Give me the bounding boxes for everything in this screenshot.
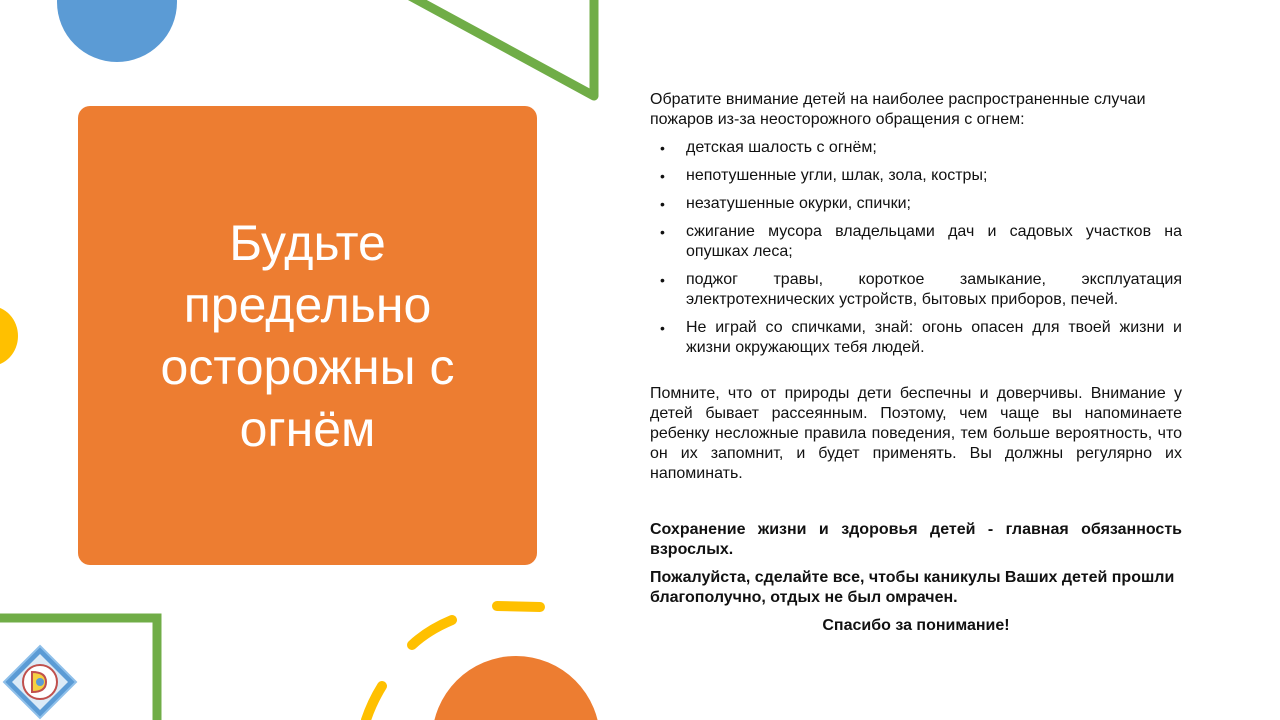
list-item xyxy=(650,194,1182,214)
list-item xyxy=(650,166,1182,186)
list-item xyxy=(650,270,1182,310)
bullet-icon: • xyxy=(660,272,665,288)
list-item xyxy=(650,138,1182,158)
bullet-icon: • xyxy=(660,168,665,184)
list-item-text: непотушенные угли, шлак, зола, костры; xyxy=(686,167,988,184)
bullet-list xyxy=(650,138,1182,358)
list-item xyxy=(650,318,1182,358)
text-content xyxy=(650,90,1182,636)
slide-title: Будьте предельно осторожны с огнём xyxy=(160,214,455,457)
title-box xyxy=(78,106,537,565)
bold-statement: Сохранение жизни и здоровья детей - главная обязанность взрослых. xyxy=(650,521,1182,558)
list-item-text: детская шалость с огнём; xyxy=(686,139,877,156)
list-item-text: незатушенные окурки, спички; xyxy=(686,195,911,212)
intro-paragraph: Обратите внимание детей на наиболее распространенные случаи пожаров из-за неосторожного обращения с огнем: xyxy=(650,91,1146,128)
reminder-paragraph: Помните, что от природы дети беспечны и доверчивы. Внимание у детей бывает рассеянным. Поэтому, чем чаще вы напоминаете ребенку несложные правила поведения, тем больше вероятность, что он их запомнит, и будет применять. Вы должны регулярно их напоминать. xyxy=(650,385,1182,482)
bullet-icon: • xyxy=(660,140,665,156)
bullet-icon: • xyxy=(660,224,665,240)
list-item-text: сжигание мусора владельцами дач и садовых участков на опушках леса; xyxy=(686,223,1182,260)
request-statement: Пожалуйста, сделайте все, чтобы каникулы Ваших детей прошли благополучно, отдых не был омрачен. xyxy=(650,569,1175,606)
list-item xyxy=(650,222,1182,262)
bullet-icon: • xyxy=(660,196,665,212)
logo-icon xyxy=(2,644,78,720)
bullet-icon: • xyxy=(660,320,665,336)
list-item-text: поджог травы, короткое замыкание, эксплуатация электротехнических устройств, бытовых приборов, печей. xyxy=(686,271,1182,308)
list-item-text: Не играй со спичками, знай: огонь опасен для твоей жизни и жизни окружающих тебя людей. xyxy=(686,319,1182,356)
thanks-text: Спасибо за понимание! xyxy=(822,617,1010,634)
